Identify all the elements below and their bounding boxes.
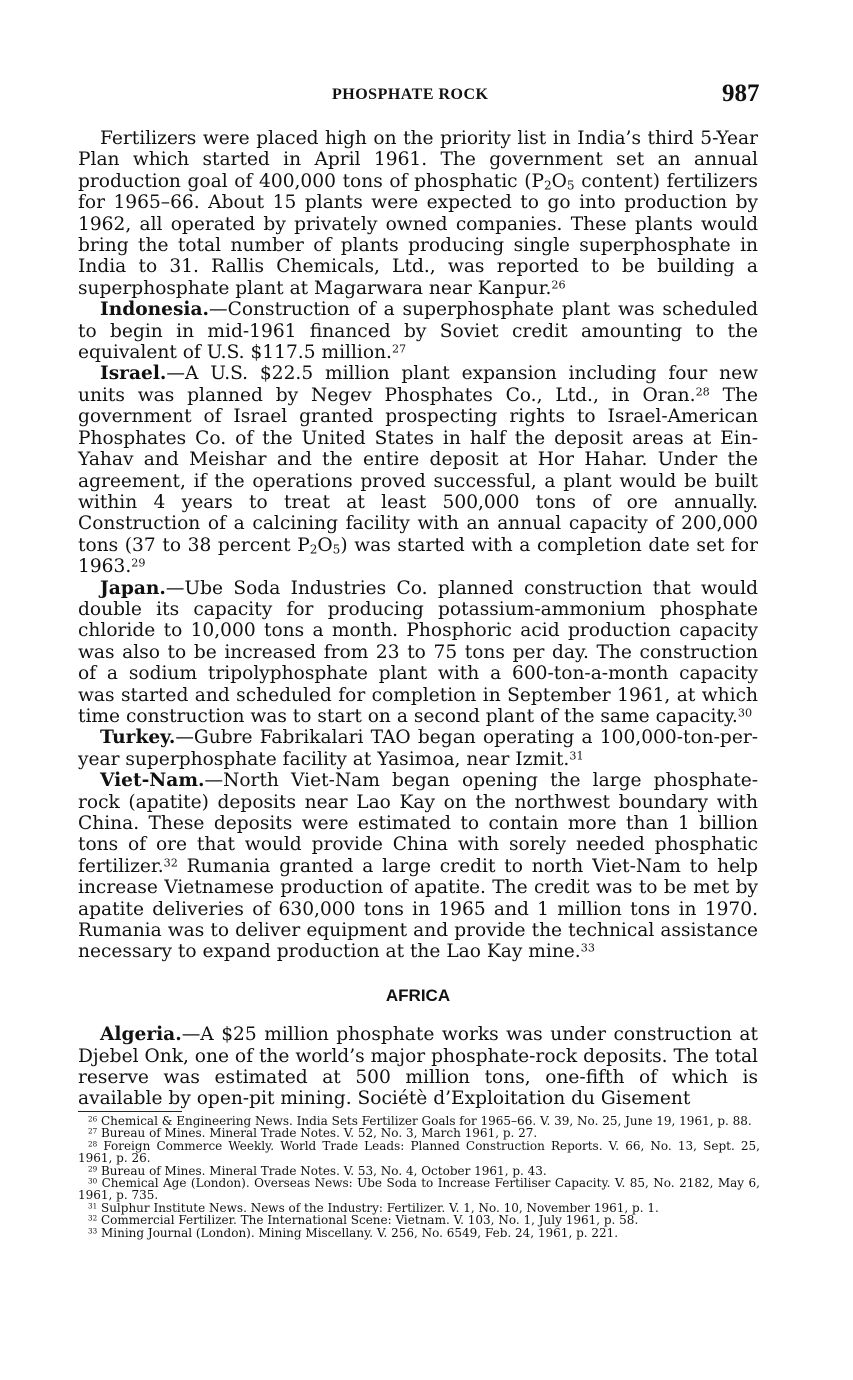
paragraph-japan [78, 578, 758, 728]
footnote-ref-32[interactable]: 32 [163, 856, 178, 870]
indonesia-heading: Indonesia. [100, 299, 210, 321]
paragraph-india [78, 128, 758, 299]
india-text-c: content) fertilizers for 1965–66. About 15 plants were expected to go into production by 1962, all operated by privately owned companies. These plants would bring the total number of plants producing single superphosphate in India to 31. Rallis Chemicals, Ltd., was reported to be building a superphosphate plant at Magarwara near Kanpur. [78, 170, 758, 299]
footnote-number: 27 [88, 1126, 98, 1136]
footnote-ref-26[interactable]: 26 [551, 278, 566, 292]
footnote [78, 1140, 760, 1165]
footnote-text: Foreign Commerce Weekly. World Trade Leads: Planned Construction Reports. V. 66, No. 13, Sept. 25, 1961, p. 26. [78, 1138, 760, 1166]
footnote-number: 31 [88, 1201, 98, 1211]
algeria-heading: Algeria. [100, 1024, 182, 1046]
vietnam-heading: Viet-Nam. [100, 770, 205, 792]
india-text-b: O [551, 170, 567, 192]
footnote [78, 1177, 760, 1202]
footnote-ref-28[interactable]: 28 [695, 385, 710, 399]
running-title: PHOSPHATE ROCK [332, 86, 489, 103]
footnote-ref-31[interactable]: 31 [569, 749, 584, 763]
footnote-number: 26 [88, 1114, 98, 1124]
japan-text: —Ube Soda Industries Co. planned construction that would double its capacity for producing potassium-ammonium phosphate chloride to 10,000 tons a month. Phosphoric acid production capacity was also to be increased from 23 to 75 tons per day. The construction of a sodium tripolyphosphate plant with a 600-ton-a-month capacity was started and scheduled for completion in September 1961, at which time construction was to start on a second plant of the same capacity. [78, 577, 758, 727]
footnote-ref-29[interactable]: 29 [131, 556, 146, 570]
paragraph-indonesia [78, 299, 758, 363]
israel-heading: Israel. [100, 363, 167, 385]
footnote-number: 30 [88, 1176, 98, 1186]
footnote-text: Chemical & Engineering News. India Sets Fertilizer Goals for 1965–66. V. 39, No. 25, June 19, 1961, p. 88. [100, 1114, 752, 1128]
footnote-number: 33 [88, 1226, 98, 1236]
footnote-ref-27[interactable]: 27 [391, 342, 407, 356]
page-number: 987 [722, 80, 760, 107]
paragraph-turkey [78, 727, 758, 770]
footnote-text: Mining Journal (London). Mining Miscellany. V. 256, No. 6549, Feb. 24, 1961, p. 221. [100, 1225, 619, 1240]
indonesia-text: —Construction of a superphosphate plant was scheduled to begin in mid-1961 financed by Soviet credit amounting to the equivalent of U.S. $117.5 million. [78, 299, 758, 364]
footnote-ref-30[interactable]: 30 [737, 706, 753, 720]
india-text-a: Fertilizers were placed high on the priority list in India’s third 5-Year Plan which started in April 1961. The government set an annual production goal of 400,000 tons of phosphatic (P [78, 128, 758, 192]
footnote-text: Bureau of Mines. Mineral Trade Notes. V. 52, No. 3, March 1961, p. 27. [100, 1126, 538, 1141]
israel-text-d: ) was started with a completion date set for 1963. [78, 534, 759, 578]
israel-text-a: —A U.S. $22.5 million plant expansion including four new units was planned by Negev Phosphates Co., Ltd., in Oran. [78, 363, 758, 406]
body-text [78, 128, 758, 1110]
paragraph-israel [78, 363, 758, 577]
footnote-text: Chemical Age (London). Overseas News: Ube Soda to Increase Fertiliser Capacity. V. 85, No. 2182, May 6, 1961, p. 735. [78, 1176, 760, 1203]
footnote-number: 32 [88, 1213, 98, 1223]
israel-subscript-1: 2 [309, 542, 318, 557]
turkey-heading: Turkey. [100, 727, 176, 749]
paragraph-vietnam [78, 770, 758, 963]
turkey-text: —Gubre Fabrikalari TAO began operating a 100,000-ton-per-year superphosphate facility at Yasimoa, near Izmit. [78, 727, 758, 770]
footnote-ref-33[interactable]: 33 [580, 941, 595, 955]
section-heading-africa: AFRICA [385, 985, 451, 1005]
footnote-divider [78, 1111, 182, 1112]
footnote-text: Bureau of Mines. Mineral Trade Notes. V. 53, No. 4, October 1961, p. 43. [100, 1163, 547, 1178]
footnote-text: Sulphur Institute News. News of the Industry: Fertilizer. V. 1, No. 10, November 1961, p. 1. [100, 1200, 659, 1215]
footnote [78, 1227, 760, 1239]
israel-subscript-2: 5 [332, 542, 341, 557]
algeria-text: —A $25 million phosphate works was under construction at Djebel Onk, one of the world’s major phosphate-rock deposits. The total reserve was estimated at 500 million tons, one-fifth of which is available by open-pit mining. Sociétè d’Exploitation du Gisement [78, 1024, 758, 1110]
footnote-number: 28 [88, 1139, 98, 1149]
israel-text-b: The government of Israel granted prospecting rights to Israel-American Phosphates Co. of the United States in half the deposit areas at Ein-Yahav and Meishar and the entire deposit at Hor Hahar. Under the agreement, if the operations proved successful, a plant would be built within 4 years to treat at least 500,000 tons of ore annually. Construction of a calcining facility with an annual capacity of 200,000 tons (37 to 38 percent P [78, 384, 759, 556]
vietnam-text-a: —North Viet-Nam began opening the large phosphate-rock (apatite) deposits near Lao Kay on the northwest boundary with China. These deposits were estimated to contain more than 1 billion tons of ore that would provide China with sorely needed phosphatic fertilizer. [78, 770, 758, 877]
israel-text-c: O [317, 534, 333, 556]
vietnam-text-b: Rumania granted a large credit to north Viet-Nam to help increase Vietnamese production of apatite. The credit was to be met by apatite deliveries of 630,000 tons in 1965 and 1 million tons in 1970. Rumania was to deliver equipment and provide the technical assistance necessary to expand production at the Lao Kay mine. [78, 855, 758, 963]
paragraph-algeria [78, 1024, 758, 1110]
footnote-text: Commercial Fertilizer. The International Scene: Vietnam. V. 103, No. 1, July 1961, p. 58. [100, 1213, 639, 1228]
japan-heading: Japan. [100, 577, 166, 599]
india-subscript-1: 2 [543, 178, 552, 193]
footnotes [78, 1115, 760, 1239]
india-subscript-2: 5 [566, 178, 575, 193]
footnote-number: 29 [88, 1164, 98, 1174]
